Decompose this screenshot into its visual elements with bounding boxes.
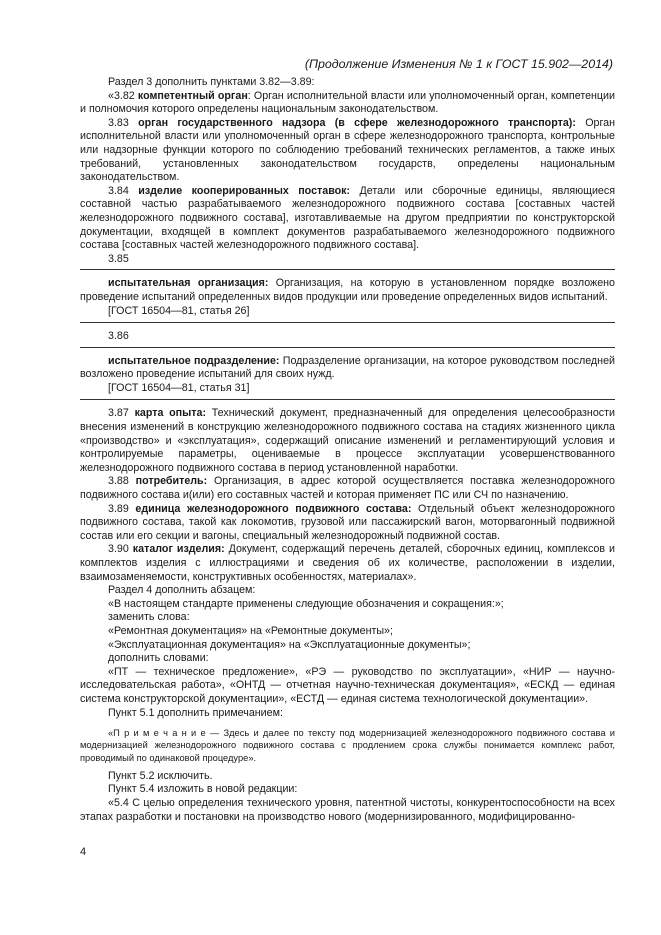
- document-body: [80, 76, 615, 824]
- clause-3-82: «3.82 компетентный орган: Орган исполнительной власти или уполномоченный орган, компетенции и полномочия которого определены национальным законодательством.: [80, 89, 615, 116]
- clause-5-4-text: «5.4 С целью определения технического уровня, патентной чистоты, конкурентоспособности на всех этапах разработки и постановки на производство нового (модернизированного, модифицированно-: [80, 796, 615, 823]
- section-4-line: «Ремонтная документация» на «Ремонтные документы»;: [108, 624, 393, 637]
- running-header: (Продолжение Изменения № 1 к ГОСТ 15.902—2014): [304, 57, 613, 71]
- intro-paragraph: Раздел 3 дополнить пунктами 3.82—3.89:: [108, 76, 315, 88]
- clause-3-86-reference: [ГОСТ 16504—81, статья 31]: [108, 381, 250, 394]
- clause-3-86-number: 3.86: [108, 330, 129, 343]
- section-4-line: заменить слова:: [108, 611, 190, 624]
- clause-3-85-definition: испытательная организация: Организация, на которую в установленном порядке возложено проведение испытаний определенных видов продукции или проведение определенных видов испытаний.: [80, 277, 615, 303]
- clause-3-89: 3.89 единица железнодорожного подвижного состава: Отдельный объект железнодорожного подвижного состава, такой как локомотив, грузовой или пассажирский вагон, моторвагонный подвижной состав или его секции и вагоны, специальный железнодорожный подвижной состав.: [80, 502, 615, 542]
- clause-3-85-number: 3.85: [108, 252, 129, 265]
- abbreviations-paragraph: «ПТ — техническое предложение», «РЭ — руководство по эксплуатации», «НИР — научно-исследовательская работа», «ОНТД — отчетная научно-техническая документация», «ЕСКД — единая система конструкторской документации», «ЕСТД — единая система технологической документации».: [80, 665, 615, 705]
- note-paragraph: «П р и м е ч а н и е — Здесь и далее по тексту под модернизацией железнодорожного подвижного состава и модернизацией железнодорожного подвижного состава с продлением срока службы понимается комплекс работ, проводимый по одинаковой процедуре».: [80, 728, 615, 763]
- clause-3-86-box: [80, 347, 615, 401]
- section-4-line: «Эксплуатационная документация» на «Эксплуатационные документы»;: [108, 638, 471, 651]
- clause-3-86-definition: испытательное подразделение: Подразделение организации, на которое руководством последней возложено проведение испытаний для своих нужд.: [80, 354, 615, 381]
- clause-3-83: 3.83 орган государственного надзора (в сфере железнодорожного транспорта): Орган исполнительной власти или уполномоченный орган в сфере железнодорожного транспорта, контрольные или надзорные функции которого по соблюдению требований технических регламентов, а также иных требований, установленных законодательством государств, определены национальным законодательством.: [80, 116, 615, 184]
- section-4-line: дополнить словами:: [108, 652, 209, 665]
- section-4-line: «В настоящем стандарте применены следующие обозначения и сокращения:»;: [108, 597, 504, 610]
- clause-3-90: 3.90 каталог изделия: Документ, содержащий перечень деталей, сборочных единиц, комплексов и комплектов изделия с иллюстрациями и сведения об их количестве, расположении в изделии, взаимозаменяемости, конструктивных особенностях, материалах».: [80, 543, 615, 583]
- clause-3-88: 3.88 потребитель: Организация, в адрес которой осуществляется поставка железнодорожного подвижного состава и(или) его составных частей и которая применяет ПС или СЧ по назначению.: [80, 475, 615, 502]
- clause-5-4: Пункт 5.4 изложить в новой редакции:: [108, 783, 298, 796]
- clause-3-87: 3.87 карта опыта: Технический документ, предназначенный для определения целесообразности внесения изменений в конструкцию железнодорожного подвижного состава на стадиях жизненного цикла «производство» и «эксплуатация», содержащий описание изменений и регламентирующий условия и контролируемые параметры, оцениваемые в процессе эксплуатации усовершенствованного железнодорожного подвижного состава в период установленной наработки.: [80, 407, 615, 474]
- clause-3-85-reference: [ГОСТ 16504—81, статья 26]: [108, 304, 250, 317]
- clause-3-84: 3.84 изделие кооперированных поставок: Детали или сборочные единицы, являющиеся составной частью разрабатываемого железнодорожного подвижного состава [составных частей железнодорожного подвижного состава], изготавливаемые на другом предприятии по конструкторской документации, входящей в комплект документов разрабатываемого железнодорожного подвижного состава [составных частей железнодорожного подвижного состава].: [80, 184, 615, 252]
- clause-3-85-box: [80, 269, 615, 323]
- clause-5-2: Пункт 5.2 исключить.: [108, 769, 213, 782]
- page-number: 4: [80, 846, 87, 858]
- section-4-line: Раздел 4 дополнить абзацем:: [108, 584, 256, 597]
- clause-5-1: Пункт 5.1 дополнить примечанием:: [108, 706, 283, 719]
